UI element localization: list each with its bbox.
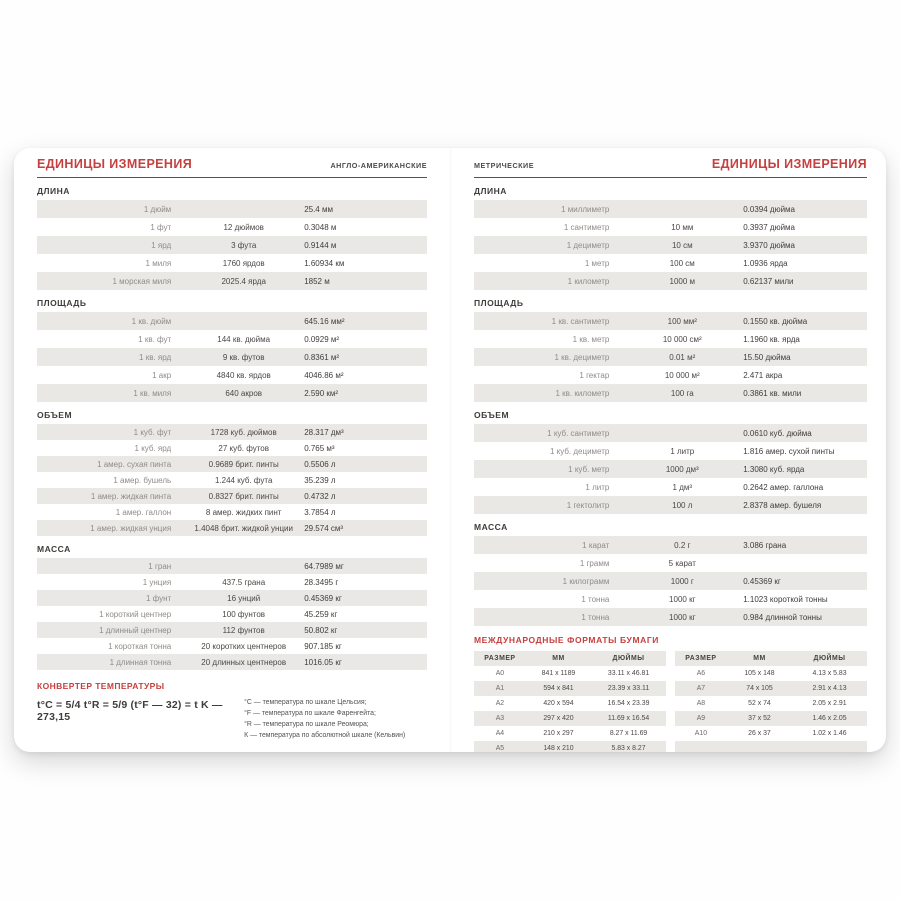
table-cell: 8.27 x 11.69 [609,730,648,737]
table-cell: 1 короткий центнер [99,609,172,619]
header-cell: РАЗМЕР [484,655,516,662]
table-row [37,520,427,536]
table-cell: 1 дюйм [143,204,172,214]
section-title: МАССА [37,544,71,554]
table-cell: 20 коротких центнеров [201,641,287,651]
page-subtitle: МЕТРИЧЕСКИЕ [474,161,535,170]
table-cell: 594 x 841 [543,685,574,692]
page-title: ЕДИНИЦЫ ИЗМЕРЕНИЯ [711,157,867,171]
table-cell: 1 кв. дюйм [131,316,172,326]
table-row [474,272,867,290]
table-cell: 100 л [672,500,693,510]
table-cell: 1 кв. километр [555,388,610,398]
table-cell: 2.05 x 2.91 [812,700,847,707]
table-cell: 645.16 мм² [304,316,345,326]
temperature-formula: t°C = 5/4 t°R = 5/9 (t°F — 32) = t K — 273,15 [37,699,223,723]
table-row [474,330,867,348]
table-cell: 3.9370 дюйма [743,240,795,250]
table-cell: 1 дециметр [566,240,610,250]
header-cell: ММ [552,655,565,662]
units-table [474,536,867,626]
table-cell: 1 тонна [581,594,610,604]
table-cell: A7 [696,685,706,692]
section-title: ОБЪЕМ [37,410,73,420]
table-cell: 1.60934 км [304,258,345,268]
section-title: МАССА [474,522,508,532]
table-cell: 4046.86 м² [304,370,344,380]
table-cell: 3.086 грана [743,540,787,550]
section-volume [474,410,867,514]
table-cell: 9 кв. футов [222,352,265,362]
section-length [37,186,427,290]
table-cell: 1 длинная тонна [109,657,172,667]
table-cell: 0.0394 дюйма [743,204,795,214]
header-cell: РАЗМЕР [685,655,717,662]
table-cell: 37 x 52 [748,715,771,722]
table-cell: 35.239 л [304,475,336,485]
table-cell: A1 [495,685,505,692]
table-cell: 0.45369 кг [304,593,342,603]
table-cell: 1 кв. ярд [139,352,172,362]
table-cell: 0.765 м³ [304,443,335,453]
table-row [474,442,867,460]
table-row [474,254,867,272]
table-cell: 1.1023 короткой тонны [743,594,828,604]
units-table [474,424,867,514]
table-cell: 1 унция [142,577,172,587]
right-page [450,148,886,752]
table-cell: 28.3495 г [304,577,339,587]
table-cell: 1 морская миля [112,276,172,286]
table-cell: °R — температура по шкале Реомюра; [244,721,369,729]
table-row [675,666,867,681]
table-cell: 2.8378 амер. бушеля [743,500,822,510]
table-row [474,681,666,696]
table-cell: 1000 дм³ [665,464,699,474]
table-cell: 420 x 594 [543,700,574,707]
section-mass [37,544,427,670]
table-cell: 1760 ярдов [222,258,265,268]
table-cell: 1000 кг [669,594,696,604]
paper-table-body [474,666,666,752]
table-cell: 0.2642 амер. галлона [743,482,824,492]
table-cell: 1 длинный центнер [99,625,172,635]
table-row [474,236,867,254]
table-cell: 1 куб. сантиметр [547,428,610,438]
table-row [37,330,427,348]
section-volume [37,410,427,536]
units-table [37,424,427,536]
table-row [37,504,427,520]
table-row [474,424,867,442]
table-cell: A3 [495,715,505,722]
table-cell: 16.54 x 23.39 [607,700,650,707]
table-cell: 0.3937 дюйма [743,222,795,232]
table-cell: 10 мм [671,222,694,232]
section-area [474,298,867,402]
table-cell: 12 дюймов [223,222,264,232]
table-cell: 112 фунтов [222,625,265,635]
table-cell: 1 кв. фут [138,334,172,344]
table-cell: 1 кв. сантиметр [551,316,610,326]
paper-table-a0-a5 [474,651,666,752]
table-cell: 5 карат [668,558,696,568]
page-subtitle: АНГЛО-АМЕРИКАНСКИЕ [330,161,427,170]
table-cell: 10 000 м² [664,370,700,380]
table-row [474,711,666,726]
table-cell: A2 [495,700,505,707]
table-cell: 29.574 см³ [304,523,344,533]
table-cell: 1 короткая тонна [108,641,172,651]
table-cell: 1 амер. жидкая унция [90,523,172,533]
table-row [474,460,867,478]
table-row [474,666,666,681]
section-area [37,298,427,402]
section-title: ОБЪЕМ [474,410,510,420]
table-cell: 3 фута [231,240,257,250]
paper-table-header [474,651,666,666]
table-cell: 3.7854 л [304,507,336,517]
temperature-converter [37,681,427,741]
table-cell: 1 гран [148,561,172,571]
table-row [37,348,427,366]
table-row [244,708,427,719]
table-cell: 0.01 м² [669,352,696,362]
table-cell: 15.50 дюйма [743,352,791,362]
units-table [37,558,427,670]
table-cell: 1.1960 кв. ярда [743,334,800,344]
section-mass [474,522,867,626]
table-cell: 0.4732 л [304,491,336,501]
table-cell: 50.802 кг [304,625,338,635]
table-row [474,312,867,330]
table-cell: 105 x 148 [744,670,775,677]
paper-table-body [675,666,867,752]
table-row [37,440,427,456]
section-title: ПЛОЩАДЬ [37,298,87,308]
table-cell: 210 x 297 [543,730,574,737]
table-row [474,726,666,741]
table-cell: 1 куб. дециметр [549,446,610,456]
header-cell: ДЮЙМЫ [813,655,846,662]
table-row [37,218,427,236]
table-cell: 0.3048 м [304,222,337,232]
table-cell: 1000 г [670,576,694,586]
table-row [474,741,666,752]
table-cell: 0.8327 брит. пинты [208,491,279,501]
table-row [675,741,867,752]
table-cell: 0.0610 куб. дюйма [743,428,812,438]
units-table [474,312,867,402]
table-cell: 1016.05 кг [304,657,342,667]
units-table [37,312,427,402]
section-title: ДЛИНА [37,186,70,196]
table-cell: 11.69 x 16.54 [607,715,650,722]
table-cell: 1852 м [304,276,330,286]
table-cell: 0.3861 кв. мили [743,388,802,398]
table-row [37,236,427,254]
table-cell: 23.39 x 33.11 [607,685,650,692]
section-title: ПЛОЩАДЬ [474,298,524,308]
table-cell: 1 карат [582,540,610,550]
table-cell: 1 гектар [579,370,610,380]
table-row [37,456,427,472]
table-row [37,254,427,272]
table-row [675,696,867,711]
table-cell: 0.0929 м² [304,334,340,344]
table-row [474,590,867,608]
table-row [675,711,867,726]
paper-formats [474,635,867,752]
table-cell: 1 грамм [579,558,610,568]
table-row [675,726,867,741]
table-row [474,218,867,236]
table-cell: A10 [694,730,708,737]
table-cell: 1728 куб. дюймов [210,427,277,437]
table-cell: 1.46 x 2.05 [812,715,847,722]
table-cell: 0.45369 кг [743,576,781,586]
temperature-title: КОНВЕРТЕР ТЕМПЕРАТУРЫ [37,681,165,691]
table-cell: 1 миля [145,258,172,268]
table-cell: 2.471 акра [743,370,783,380]
table-cell: 0.9689 брит. пинты [208,459,279,469]
table-cell: 907.185 кг [304,641,342,651]
table-cell: 1 сантиметр [563,222,610,232]
paper-table-a6-a10 [675,651,867,752]
table-cell: 1 фут [150,222,172,232]
table-cell: 437.5 грана [222,577,266,587]
table-cell: 841 x 1189 [541,670,576,677]
table-row [675,681,867,696]
table-cell: °F — температура по шкале Фаренгейта; [244,710,376,718]
table-row [474,366,867,384]
page-title: ЕДИНИЦЫ ИЗМЕРЕНИЯ [37,157,193,171]
right-page-header [474,157,867,178]
table-cell: 1 тонна [581,612,610,622]
left-page [14,148,450,752]
table-cell: 1 килограмм [562,576,610,586]
table-row [37,654,427,670]
table-row [37,622,427,638]
table-row [37,590,427,606]
table-cell: 8 амер. жидких пинт [205,507,282,517]
table-cell: 20 длинных центнеров [201,657,287,667]
table-row [37,558,427,574]
table-cell: 1 метр [584,258,610,268]
table-row [474,696,666,711]
table-cell: 10 см [671,240,693,250]
table-cell: 16 унций [227,593,261,603]
table-row [474,496,867,514]
table-cell: 2.590 км² [304,388,339,398]
table-cell: 1 миллиметр [561,204,610,214]
table-cell: 1 куб. ярд [134,443,172,453]
table-cell: 0.5506 л [304,459,336,469]
table-cell: A6 [696,670,706,677]
table-row [37,272,427,290]
table-row [474,384,867,402]
table-cell: 1 амер. жидкая пинта [90,491,172,501]
table-cell: 1.244 куб. фута [214,475,273,485]
paper-table-header [675,651,867,666]
table-cell: 33.11 x 46.81 [607,670,650,677]
table-cell: 1 куб. метр [568,464,610,474]
table-row [37,384,427,402]
table-cell: 1 кв. дециметр [554,352,610,362]
table-cell: 1 куб. фут [133,427,172,437]
table-row [474,478,867,496]
table-cell: °C — температура по шкале Цельсия; [244,699,367,706]
table-cell: 1 литр [585,482,610,492]
table-row [37,200,427,218]
table-cell: 0.9144 м [304,240,337,250]
table-cell: 297 x 420 [543,715,574,722]
table-cell: 1 амер. сухая пинта [97,459,172,469]
table-cell: A8 [696,700,706,707]
table-cell: 0.62137 мили [743,276,794,286]
table-row [474,554,867,572]
table-cell: 4.13 x 5.83 [812,670,847,677]
table-cell: 1 амер. бушель [113,475,172,485]
table-row [474,200,867,218]
table-cell: 5.83 x 8.27 [611,745,646,752]
table-cell: 25.4 мм [304,204,333,214]
table-cell: 1.3080 куб. ярда [743,464,805,474]
table-cell: 100 фунтов [222,609,266,619]
table-cell: 1 литр [670,446,695,456]
table-cell: A4 [495,730,505,737]
table-cell: 26 x 37 [748,730,771,737]
table-cell: 45.259 кг [304,609,338,619]
table-cell: 0.984 длинной тонны [743,612,822,622]
table-cell: 1.02 x 1.46 [812,730,847,737]
left-page-header [37,157,427,178]
table-cell: A0 [495,670,505,677]
table-row [474,348,867,366]
temperature-notes [244,697,427,741]
table-row [37,424,427,440]
table-cell: 148 x 210 [543,745,574,752]
table-row [244,730,427,741]
table-cell: 1000 м [669,276,696,286]
table-row [244,697,427,708]
planner-spread [14,148,886,752]
table-cell: 640 акров [225,388,263,398]
table-cell: 100 га [670,388,694,398]
table-row [474,608,867,626]
table-cell: 1 амер. галлон [115,507,172,517]
table-cell: 4840 кв. ярдов [216,370,271,380]
table-row [474,572,867,590]
table-cell: 28.317 дм³ [304,427,344,437]
table-cell: A5 [495,745,505,752]
table-row [37,366,427,384]
table-cell: 1.4048 брит. жидкой унции [194,523,293,533]
units-table [37,200,427,290]
table-row [37,488,427,504]
table-cell: 144 кв. дюйма [217,334,271,344]
table-cell: 0.8361 м² [304,352,340,362]
paper-formats-title: МЕЖДУНАРОДНЫЕ ФОРМАТЫ БУМАГИ [474,635,659,645]
table-cell: 74 x 105 [746,685,773,692]
table-cell: 0.1550 кв. дюйма [743,316,808,326]
table-cell: A9 [696,715,706,722]
table-cell: 1 гектолитр [566,500,610,510]
table-row [37,312,427,330]
table-cell: 2025.4 ярда [221,276,266,286]
table-row [37,606,427,622]
table-row [37,638,427,654]
table-cell: 1.816 амер. сухой пинты [743,446,835,456]
table-cell: 1 километр [567,276,610,286]
section-title: ДЛИНА [474,186,507,196]
table-cell: 2.91 x 4.13 [812,685,847,692]
table-cell: 52 x 74 [748,700,771,707]
table-cell: 100 мм² [667,316,697,326]
table-cell: 1 фунт [145,593,172,603]
table-cell: 1.0936 ярда [743,258,788,268]
header-cell: ММ [753,655,766,662]
table-cell: К — температура по абсолютной шкале (Кельвин) [244,732,406,740]
table-row [37,472,427,488]
table-cell: 1000 кг [669,612,696,622]
table-cell: 0.2 г [674,540,691,550]
table-cell: 1 дм³ [672,482,693,492]
units-table [474,200,867,290]
table-cell: 1 акр [152,370,172,380]
header-cell: ДЮЙМЫ [612,655,645,662]
table-cell: 10 000 см² [662,334,702,344]
table-cell: 100 см [669,258,695,268]
section-length [474,186,867,290]
table-cell: 1 ярд [151,240,172,250]
table-row [37,574,427,590]
table-row [474,536,867,554]
table-cell: 1 кв. миля [133,388,172,398]
table-cell: 1 кв. метр [572,334,610,344]
table-cell: 27 куб. футов [218,443,269,453]
table-row [244,719,427,730]
table-cell: 64.7989 мг [304,561,344,571]
